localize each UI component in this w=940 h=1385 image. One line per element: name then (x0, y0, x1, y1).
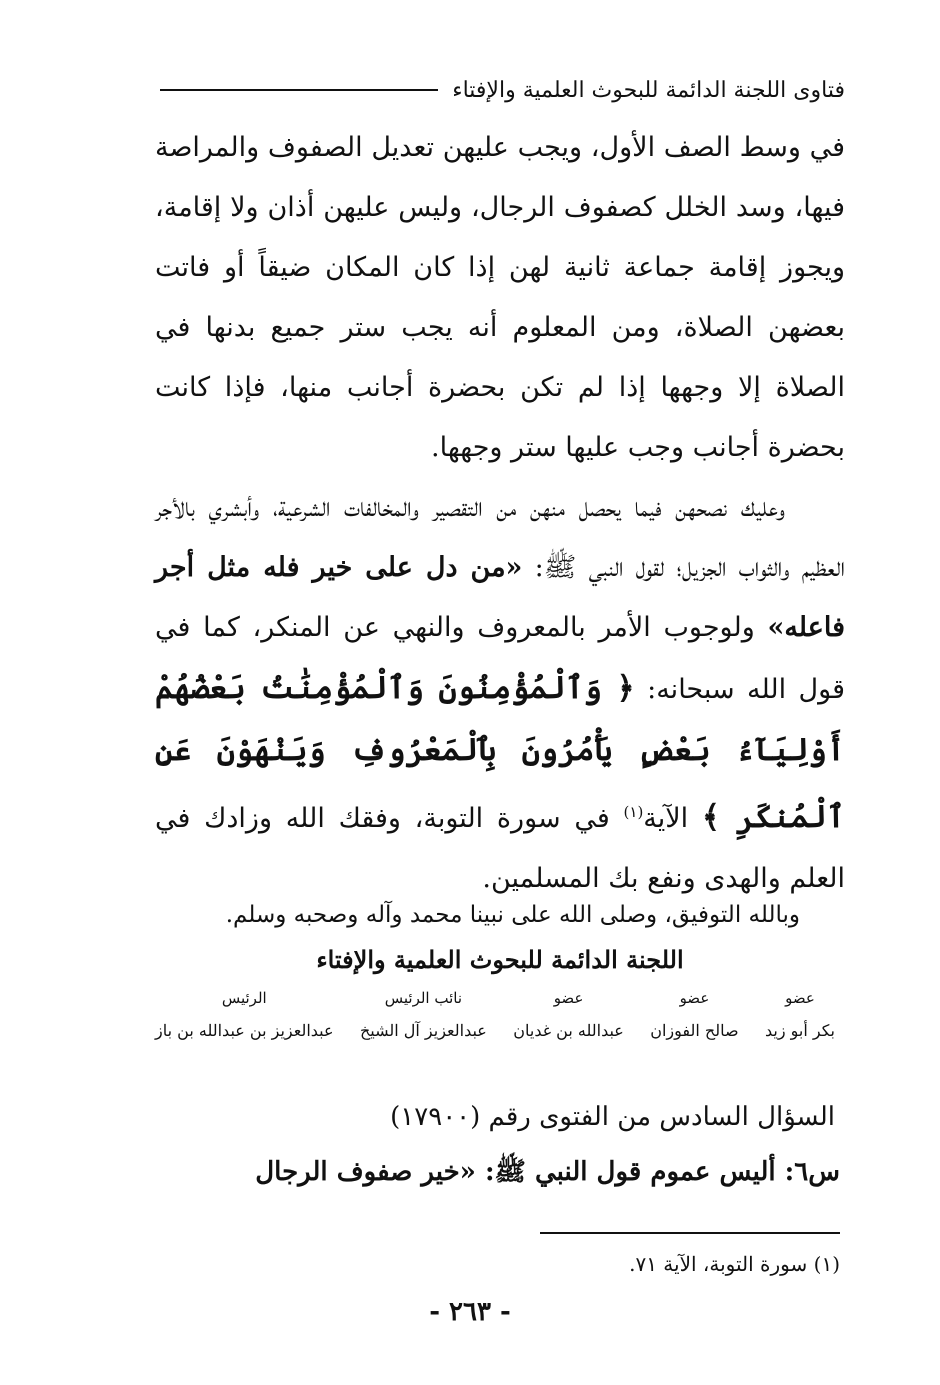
hadith-quote: «من دل على خير فله مثل أجر فاعله» (155, 552, 845, 643)
signature-name: صالح الفوزان (650, 1021, 739, 1040)
committee-title: اللجنة الدائمة للبحوث العلمية والإفتاء (316, 945, 684, 974)
signature-name: عبدالعزيز آل الشيخ (359, 1021, 487, 1040)
signatures-row (155, 985, 835, 1051)
question-text: س٦: أليس عموم قول النبي ﷺ: «خير صفوف الرجال (255, 1157, 840, 1187)
footnote: (١) سورة التوبة، الآية ٧١. (629, 1252, 840, 1276)
signature-member-1 (765, 985, 835, 1051)
footnote-reference: (١) (623, 803, 644, 821)
running-header (160, 70, 845, 110)
paragraph-2-mid: ولوجوب الأمر بالمعروف والنهي عن المنكر، كما في قول الله سبحانه: (155, 612, 845, 705)
paragraph-2-end: في سورة التوبة، وفقك الله وزادك في العلم والهدى ونفع بك المسلمين. (155, 803, 845, 894)
signature-member-2 (650, 985, 738, 1051)
signature-role: نائب الرئيس (384, 989, 463, 1007)
signature-member-3 (513, 985, 624, 1051)
signature-role: عضو (679, 989, 710, 1007)
question-number-heading: السؤال السادس من الفتوى رقم (١٧٩٠٠) (390, 1102, 835, 1132)
signature-name: عبدالله بن غديان (513, 1021, 624, 1040)
signature-name: عبدالعزيز بن عبدالله بن باز (155, 1021, 334, 1040)
paragraph-2 (155, 478, 845, 909)
closing-formula (155, 895, 845, 935)
closing-text: وبالله التوفيق، وصلى الله على نبينا محمد وآله وصحبه وسلم. (225, 902, 800, 928)
paragraph-2-intro: وعليك نصحهن فيما يحصل منهن من التقصير والمخالفات الشرعية، وأبشري بالأجر العظيم والثواب الجزيل؛ لقول النبي ﷺ: (155, 492, 845, 583)
page-number: - ٢٦٣ - (429, 1297, 511, 1327)
signature-vice-president (360, 985, 487, 1051)
header-title: فتاوى اللجنة الدائمة للبحوث العلمية والإفتاء (452, 77, 845, 103)
signature-role: عضو (785, 989, 815, 1007)
signature-role: عضو (553, 989, 584, 1007)
signature-president (155, 985, 334, 1051)
fatwa-body (155, 118, 845, 909)
footnote-separator (540, 1232, 840, 1234)
header-rule (160, 89, 438, 91)
verse-label: الآية (643, 803, 702, 834)
quran-verse: ﴿ وَٱلْمُؤْمِنُونَ وَٱلْمُؤْمِنَٰتُ بَعْضُهُمْ أَوْلِيَآءُ بَعْضٍ يَأْمُرُونَ بِٱلْمَعْرُوفِ وَيَنْهَوْنَ عَنِ ٱلْمُنكَرِ ﴾ (155, 670, 845, 835)
paragraph-1: في وسط الصف الأول، ويجب عليهن تعديل الصفوف والمراصة فيها، وسد الخلل كصفوف الرجال، وليس عليهن أذان ولا إقامة، ويجوز إقامة جماعة ثانية لهن إذا كان المكان ضيقاً أو فاتت بعضهن الصلاة، ومن المعلوم أنه يجب ستر جميع بدنها في الصلاة إلا وجهها إذا لم تكن بحضرة أجانب منها، فإذا كانت بحضرة أجانب وجب عليها ستر وجهها. (155, 132, 845, 463)
signature-role: الرئيس (221, 989, 267, 1007)
signature-name: بكر أبو زيد (764, 1021, 835, 1040)
